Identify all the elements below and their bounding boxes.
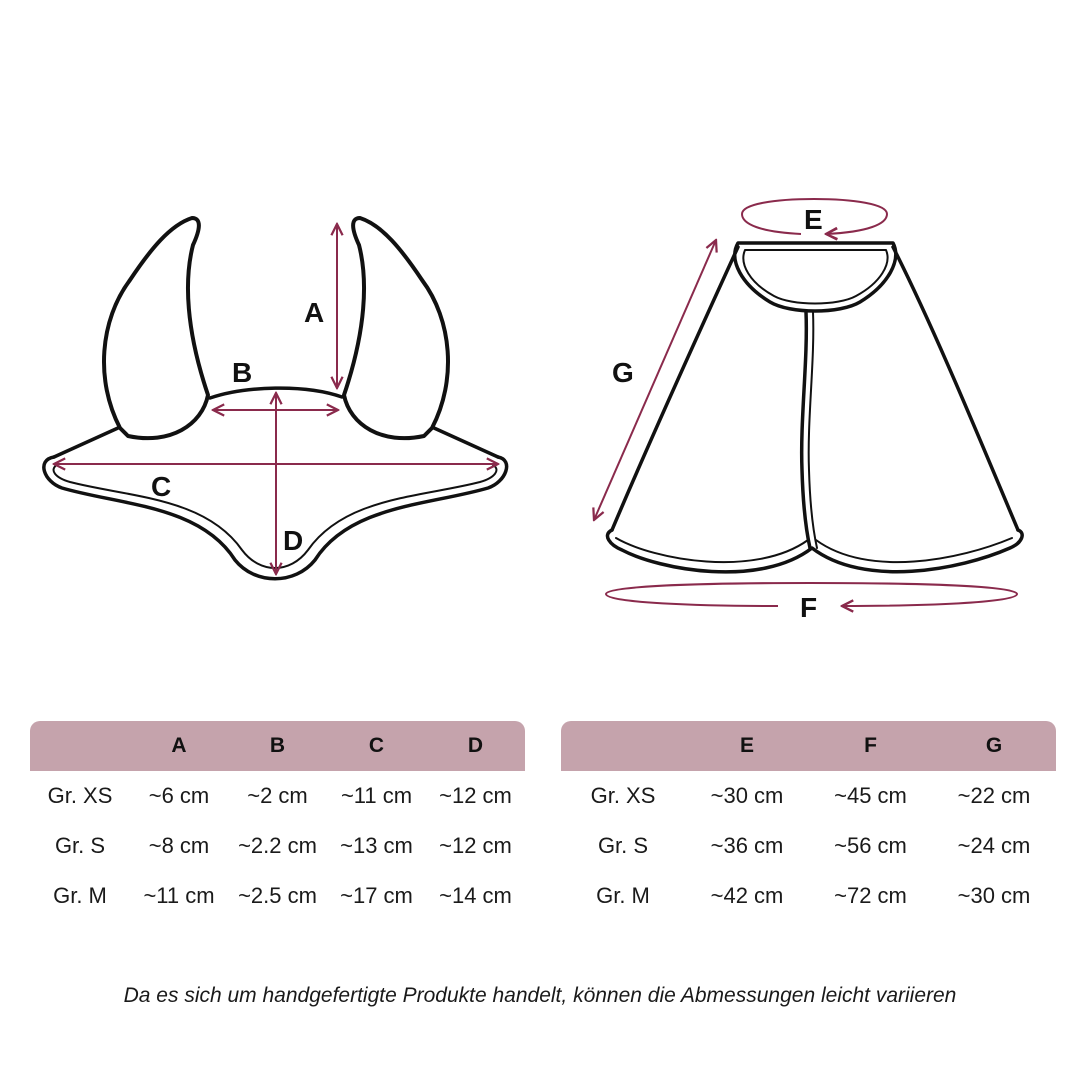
footnote: Da es sich um handgefertigte Produkte handelt, können die Abmessungen leicht variieren (123, 984, 957, 1007)
size-cell: Gr. M (53, 883, 107, 908)
collar-outer (735, 243, 896, 311)
right-ear (344, 218, 448, 438)
label-a: A (304, 297, 325, 328)
value-cell: ~11 cm (143, 883, 215, 908)
header-cell (561, 721, 685, 771)
cape-left-edge (612, 247, 738, 530)
left-ear (104, 218, 208, 438)
cape-right-edge (893, 247, 1018, 530)
label-c: C (151, 471, 172, 502)
value-cell: ~36 cm (710, 833, 784, 858)
value-cell: ~11 cm (340, 783, 413, 808)
left-side-edge (54, 428, 118, 457)
value-cell: ~56 cm (834, 833, 907, 858)
size-cell: Gr. S (597, 833, 649, 858)
label-g: G (612, 357, 634, 388)
cape-drawing (607, 243, 1022, 572)
table-row (561, 871, 1056, 921)
value-cell: ~2.5 cm (238, 883, 317, 908)
value-cell: ~30 cm (957, 883, 1031, 908)
table-row (561, 821, 1056, 871)
value-cell: ~72 cm (834, 883, 907, 908)
value-cell: ~14 cm (439, 883, 512, 908)
header-cell: F (809, 721, 932, 771)
size-cell: Gr. XS (47, 783, 113, 808)
value-cell: ~6 cm (148, 783, 210, 808)
table-row (561, 771, 1056, 821)
header-cell: D (426, 721, 525, 771)
header-cell: G (932, 721, 1056, 771)
value-cell: ~12 cm (439, 783, 512, 808)
value-cell: ~22 cm (957, 783, 1031, 808)
value-cell: ~24 cm (957, 833, 1031, 858)
table-header-row (561, 721, 1056, 771)
value-cell: ~17 cm (340, 883, 413, 908)
fly-veil-size-table (30, 721, 525, 921)
header-cell: E (685, 721, 809, 771)
header-cell: B (228, 721, 327, 771)
value-cell: ~12 cm (439, 833, 512, 858)
label-e: E (804, 204, 823, 235)
header-cell: C (327, 721, 426, 771)
value-cell: ~42 cm (710, 883, 784, 908)
value-cell: ~13 cm (340, 833, 413, 858)
value-cell: ~8 cm (148, 833, 210, 858)
table-header-row (30, 721, 525, 771)
table-row (30, 821, 525, 871)
value-cell: ~30 cm (710, 783, 784, 808)
header-cell: A (130, 721, 228, 771)
size-cell: Gr. S (54, 833, 106, 858)
value-cell: ~2 cm (247, 783, 308, 808)
center-seam-right (809, 312, 817, 548)
label-f: F (800, 592, 818, 623)
label-d: D (283, 525, 304, 556)
table-row (30, 771, 525, 821)
header-cell (30, 721, 130, 771)
right-side-edge (434, 428, 498, 457)
table-row (30, 871, 525, 921)
cape-size-table (561, 721, 1056, 921)
size-cell: Gr. XS (590, 783, 656, 808)
size-cell: Gr. M (596, 883, 650, 908)
value-cell: ~45 cm (834, 783, 907, 808)
label-b: B (232, 357, 253, 388)
value-cell: ~2.2 cm (238, 833, 317, 858)
